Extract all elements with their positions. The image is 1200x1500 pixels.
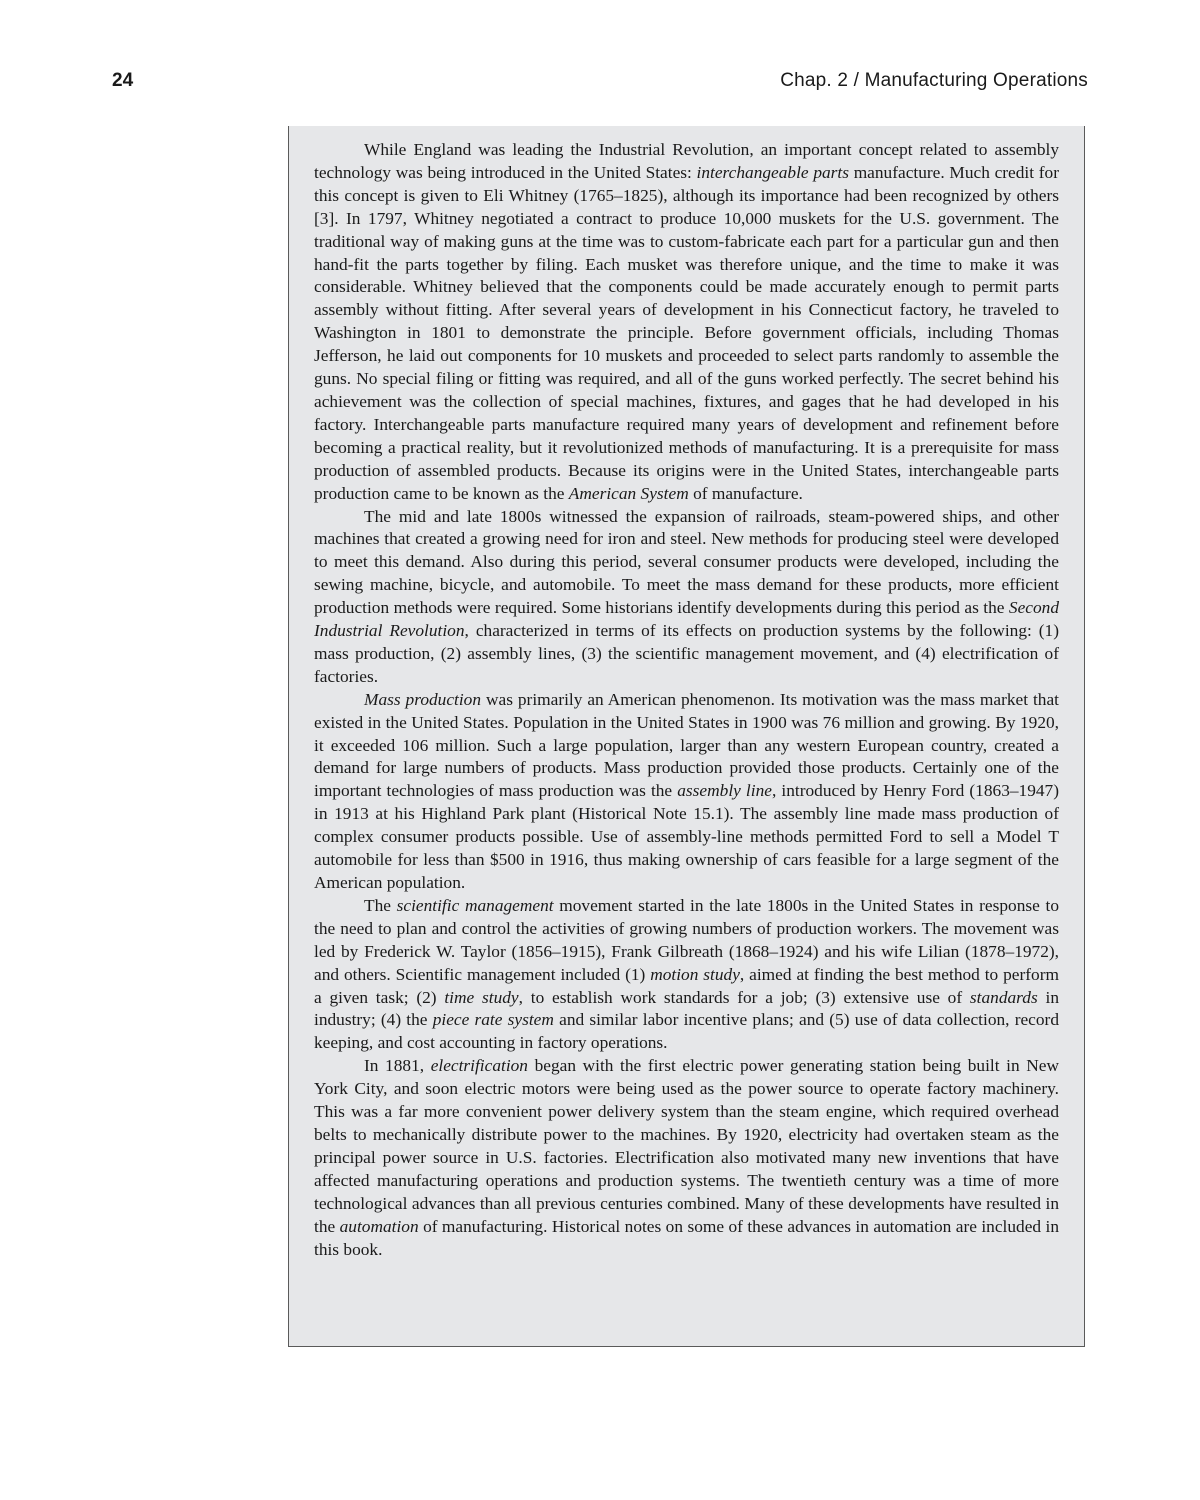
page-number: 24 (112, 70, 134, 91)
italic-term: automation (339, 1216, 419, 1236)
text-run: manufacture. Much credit for this concept is given to Eli Whitney (1765–1825), although its importance had been recognized by others [3]. In 1797, Whitney negotiated a contract to produce 10,000 muskets for the U.S. government. The traditional way of making guns at the time was to custom-fabricate each part for a particular gun and then hand-fit the parts together by filing. Each musket was therefore unique, and the time to make it was considerable. Whitney believed that the components could be made accurately enough to permit parts assembly without fitting. After several years of development in his Connecticut factory, he traveled to Washington in 1801 to demonstrate the principle. Before government officials, including Thomas Jefferson, he laid out components for 10 muskets and proceeded to select parts randomly to assemble the guns. No special filing or fitting was required, and all of the guns worked perfectly. The secret behind his achievement was the collection of special machines, fixtures, and gages that he had developed in his factory. Interchangeable parts manufacture required many years of development and refinement before becoming a practical reality, but it revolutionized methods of manufacturing. It is a prerequisite for mass production of assembled products. Because its origins were in the United States, interchangeable parts production came to be known as the (314, 162, 1059, 503)
paragraph-mass-production (314, 689, 1059, 895)
text-run: , aimed at finding the best method to perform a given task; (2) (314, 964, 1059, 1007)
text-run: was primarily an American phenomenon. Its motivation was the mass market that existed in the United States. Population in the United States in 1900 was 76 million and growing. By 1920, it exceeded 106 million. Such a large population, larger than any western European country, created a demand for large numbers of products. Mass production provided those products. Certainly one of the important technologies of mass production was the (314, 689, 1059, 801)
text-run: , introduced by Henry Ford (1863–1947) in 1913 at his Highland Park plant (Historical Note 15.1). The assembly line made mass production of complex consumer products possible. Use of assembly-line methods permitted Ford to sell a Model T automobile for less than $500 in 1916, thus making ownership of cars feasible for a large segment of the American population. (314, 781, 1060, 892)
text-run: movement started in the late 1800s in the United States in response to the need to plan and control the activities of growing numbers of production workers. The movement was led by Frederick W. Taylor (1856–1915), Frank Gilbreath (1868–1924) and his wife Lilian (1878–1972), and others. Scientific management included (1) (314, 895, 1059, 984)
italic-term: standards (969, 987, 1038, 1007)
text-run: began with the first electric power generating station being built in New York City, and soon electric motors were being used as the power source to operate factory machinery. This was a far more convenient power delivery system than the steam engine, which required overhead belts to mechanically distribute power to the machines. By 1920, electricity had overtaken steam as the principal power source in U.S. factories. Electrification also motivated many new inventions that have affected manufacturing operations and production systems. The twentieth century was a time of more technological advances than all previous centuries combined. Many of these developments have resulted in the (314, 1056, 1059, 1236)
italic-term: Second Industrial Revolution (314, 598, 1059, 641)
paragraph-scientific-management (314, 895, 1059, 1055)
text-run: In 1881, (364, 1056, 431, 1076)
italic-term: Mass production (364, 689, 482, 709)
italic-term: American System (568, 483, 689, 503)
text-run: of manufacture. (688, 483, 803, 503)
text-run: , to establish work standards for a job; (3) extensive use of (518, 987, 970, 1007)
italic-term: time study (444, 987, 519, 1007)
italic-term: interchangeable parts (696, 162, 849, 182)
text-run: While England was leading the Industrial Revolution, an important concept related to assembly technology was being introduced in the United States: (314, 140, 1059, 182)
text-run: The (364, 895, 397, 915)
italic-term: assembly line (677, 781, 772, 801)
historical-note-box (288, 126, 1085, 1347)
paragraph-second-industrial-revolution (314, 506, 1059, 689)
text-run: and similar labor incentive plans; and (5) use of data collection, record keeping, and cost accounting in factory operations. (314, 1010, 1059, 1053)
text-run: , characterized in terms of its effects on production systems by the following: (1) mass production, (2) assembly lines, (3) the scientific management movement, and (4) electrification of factories. (314, 621, 1060, 686)
italic-term: scientific management (396, 895, 554, 915)
italic-term: motion study (650, 964, 740, 984)
text-run: of manufacturing. Historical notes on some of these advances in automation are included in this book. (314, 1216, 1059, 1259)
paragraph-interchangeable-parts (314, 139, 1059, 506)
running-head: Chap. 2 / Manufacturing Operations (780, 70, 1088, 91)
paragraph-electrification (314, 1055, 1059, 1261)
text-run: The mid and late 1800s witnessed the expansion of railroads, steam-powered ships, and other machines that created a growing need for iron and steel. New methods for producing steel were developed to meet this demand. Also during this period, several consumer products were developed, including the sewing machine, bicycle, and automobile. To meet the mass demand for these products, more efficient production methods were required. Some historians identify developments during this period as the (314, 506, 1059, 618)
italic-term: piece rate system (432, 1010, 554, 1030)
italic-term: electrification (430, 1056, 528, 1076)
text-run: in industry; (4) the (314, 987, 1059, 1030)
